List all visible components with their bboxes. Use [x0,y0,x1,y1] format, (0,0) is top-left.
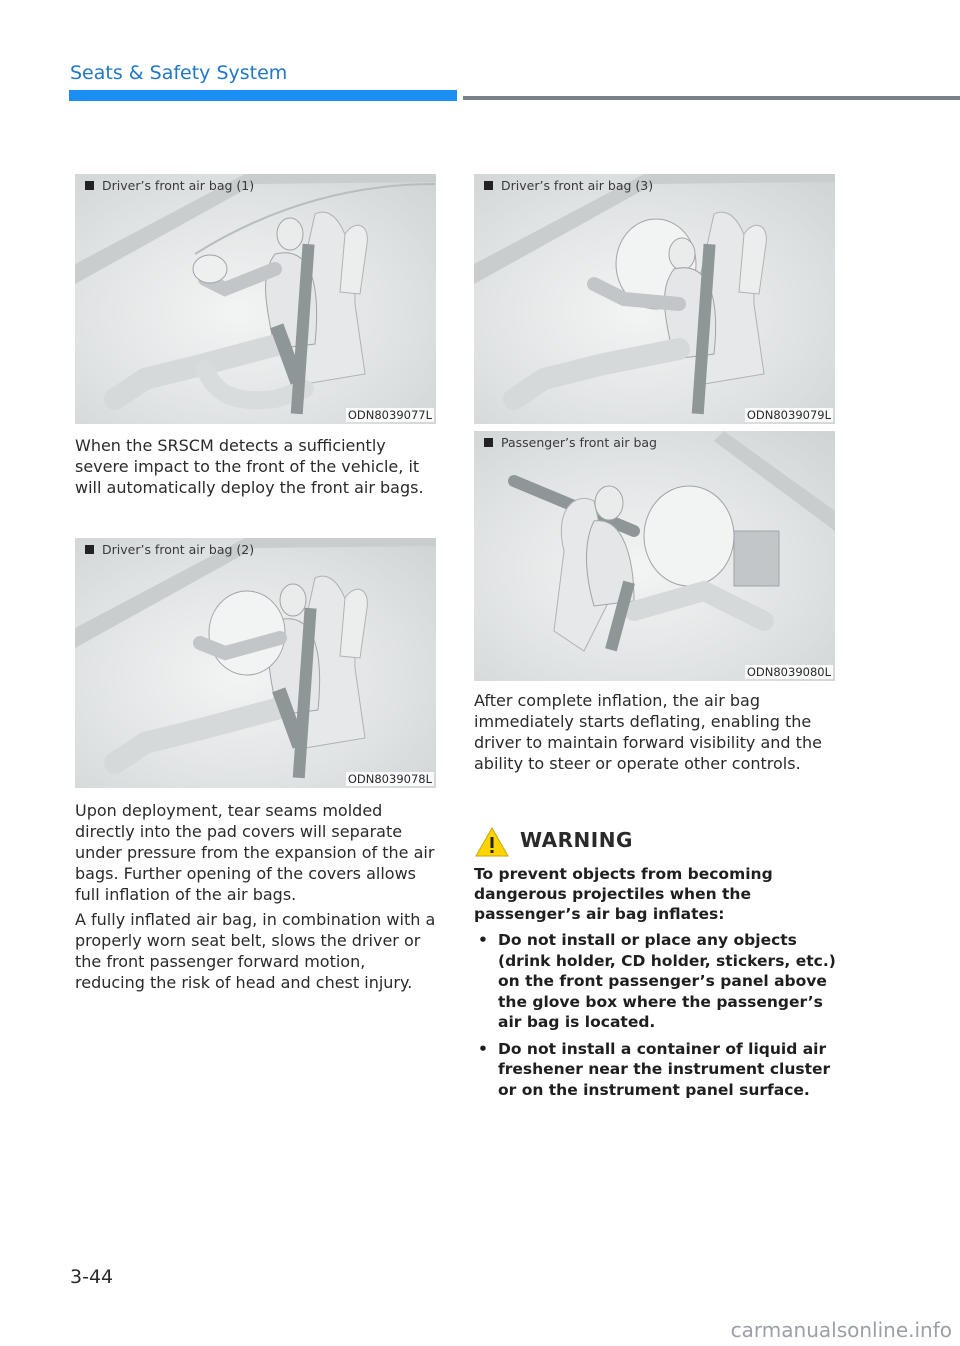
paragraph-tear-seams: Upon deployment, tear seams molded directly into the pad covers will separate under pressure from the expansion of the air bags. Further opening of the covers allows full inflation of the air bags. [75,801,435,904]
warning-triangle-icon [474,826,510,858]
paragraph-deflating: After complete inflation, the air bag immediately starts deflating, enabling the driver to maintain forward visibility and the ability to steer or operate other controls. [474,691,822,773]
figure-caption: Driver’s front air bag (2) [85,542,254,557]
figure-driver-airbag-3 [474,174,835,424]
section-title: Seats & Safety System [70,62,288,84]
figure-driver-airbag-1 [75,174,436,424]
driver-airbag-illustration [75,174,436,424]
figure-code: ODN8039079L [746,408,831,422]
warning-title: WARNING [520,828,633,852]
figure-code: ODN8039078L [347,772,432,786]
driver-airbag-illustration [474,174,835,424]
header-rule [463,96,960,100]
header-rule-accent [69,90,457,101]
warning-list [474,930,846,1106]
driver-airbag-illustration [75,538,436,788]
figure-code: ODN8039077L [347,408,432,422]
figure-caption: Driver’s front air bag (3) [484,178,653,193]
paragraph-deploy: When the SRSCM detects a sufficiently severe impact to the front of the vehicle, it will automatically deploy the front air bags. [75,436,424,497]
figure-passenger-airbag [474,431,835,681]
list-item: • Do not install or place any objects (drink holder, CD holder, stickers, etc.) on the front passenger’s panel above the glove box where the passenger’s air bag is located. [478,931,836,1031]
list-item: • Do not install a container of liquid air freshener near the instrument cluster or on the instrument panel surface. [478,1039,831,1099]
watermark: carmanualsonline.info [730,1318,952,1342]
paragraph-inflated: A fully inflated air bag, in combination with a properly worn seat belt, slows the driver or the front passenger forward motion, reducing the risk of head and chest injury. [75,910,436,992]
passenger-airbag-illustration [474,431,835,681]
page-number: 3-44 [70,1266,114,1288]
warning-intro: To prevent objects from becoming dangerous projectiles when the passenger’s air bag inflates: [474,865,773,923]
figure-caption: Passenger’s front air bag [484,435,657,450]
figure-code: ODN8039080L [746,665,831,679]
figure-driver-airbag-2 [75,538,436,788]
figure-caption: Driver’s front air bag (1) [85,178,254,193]
